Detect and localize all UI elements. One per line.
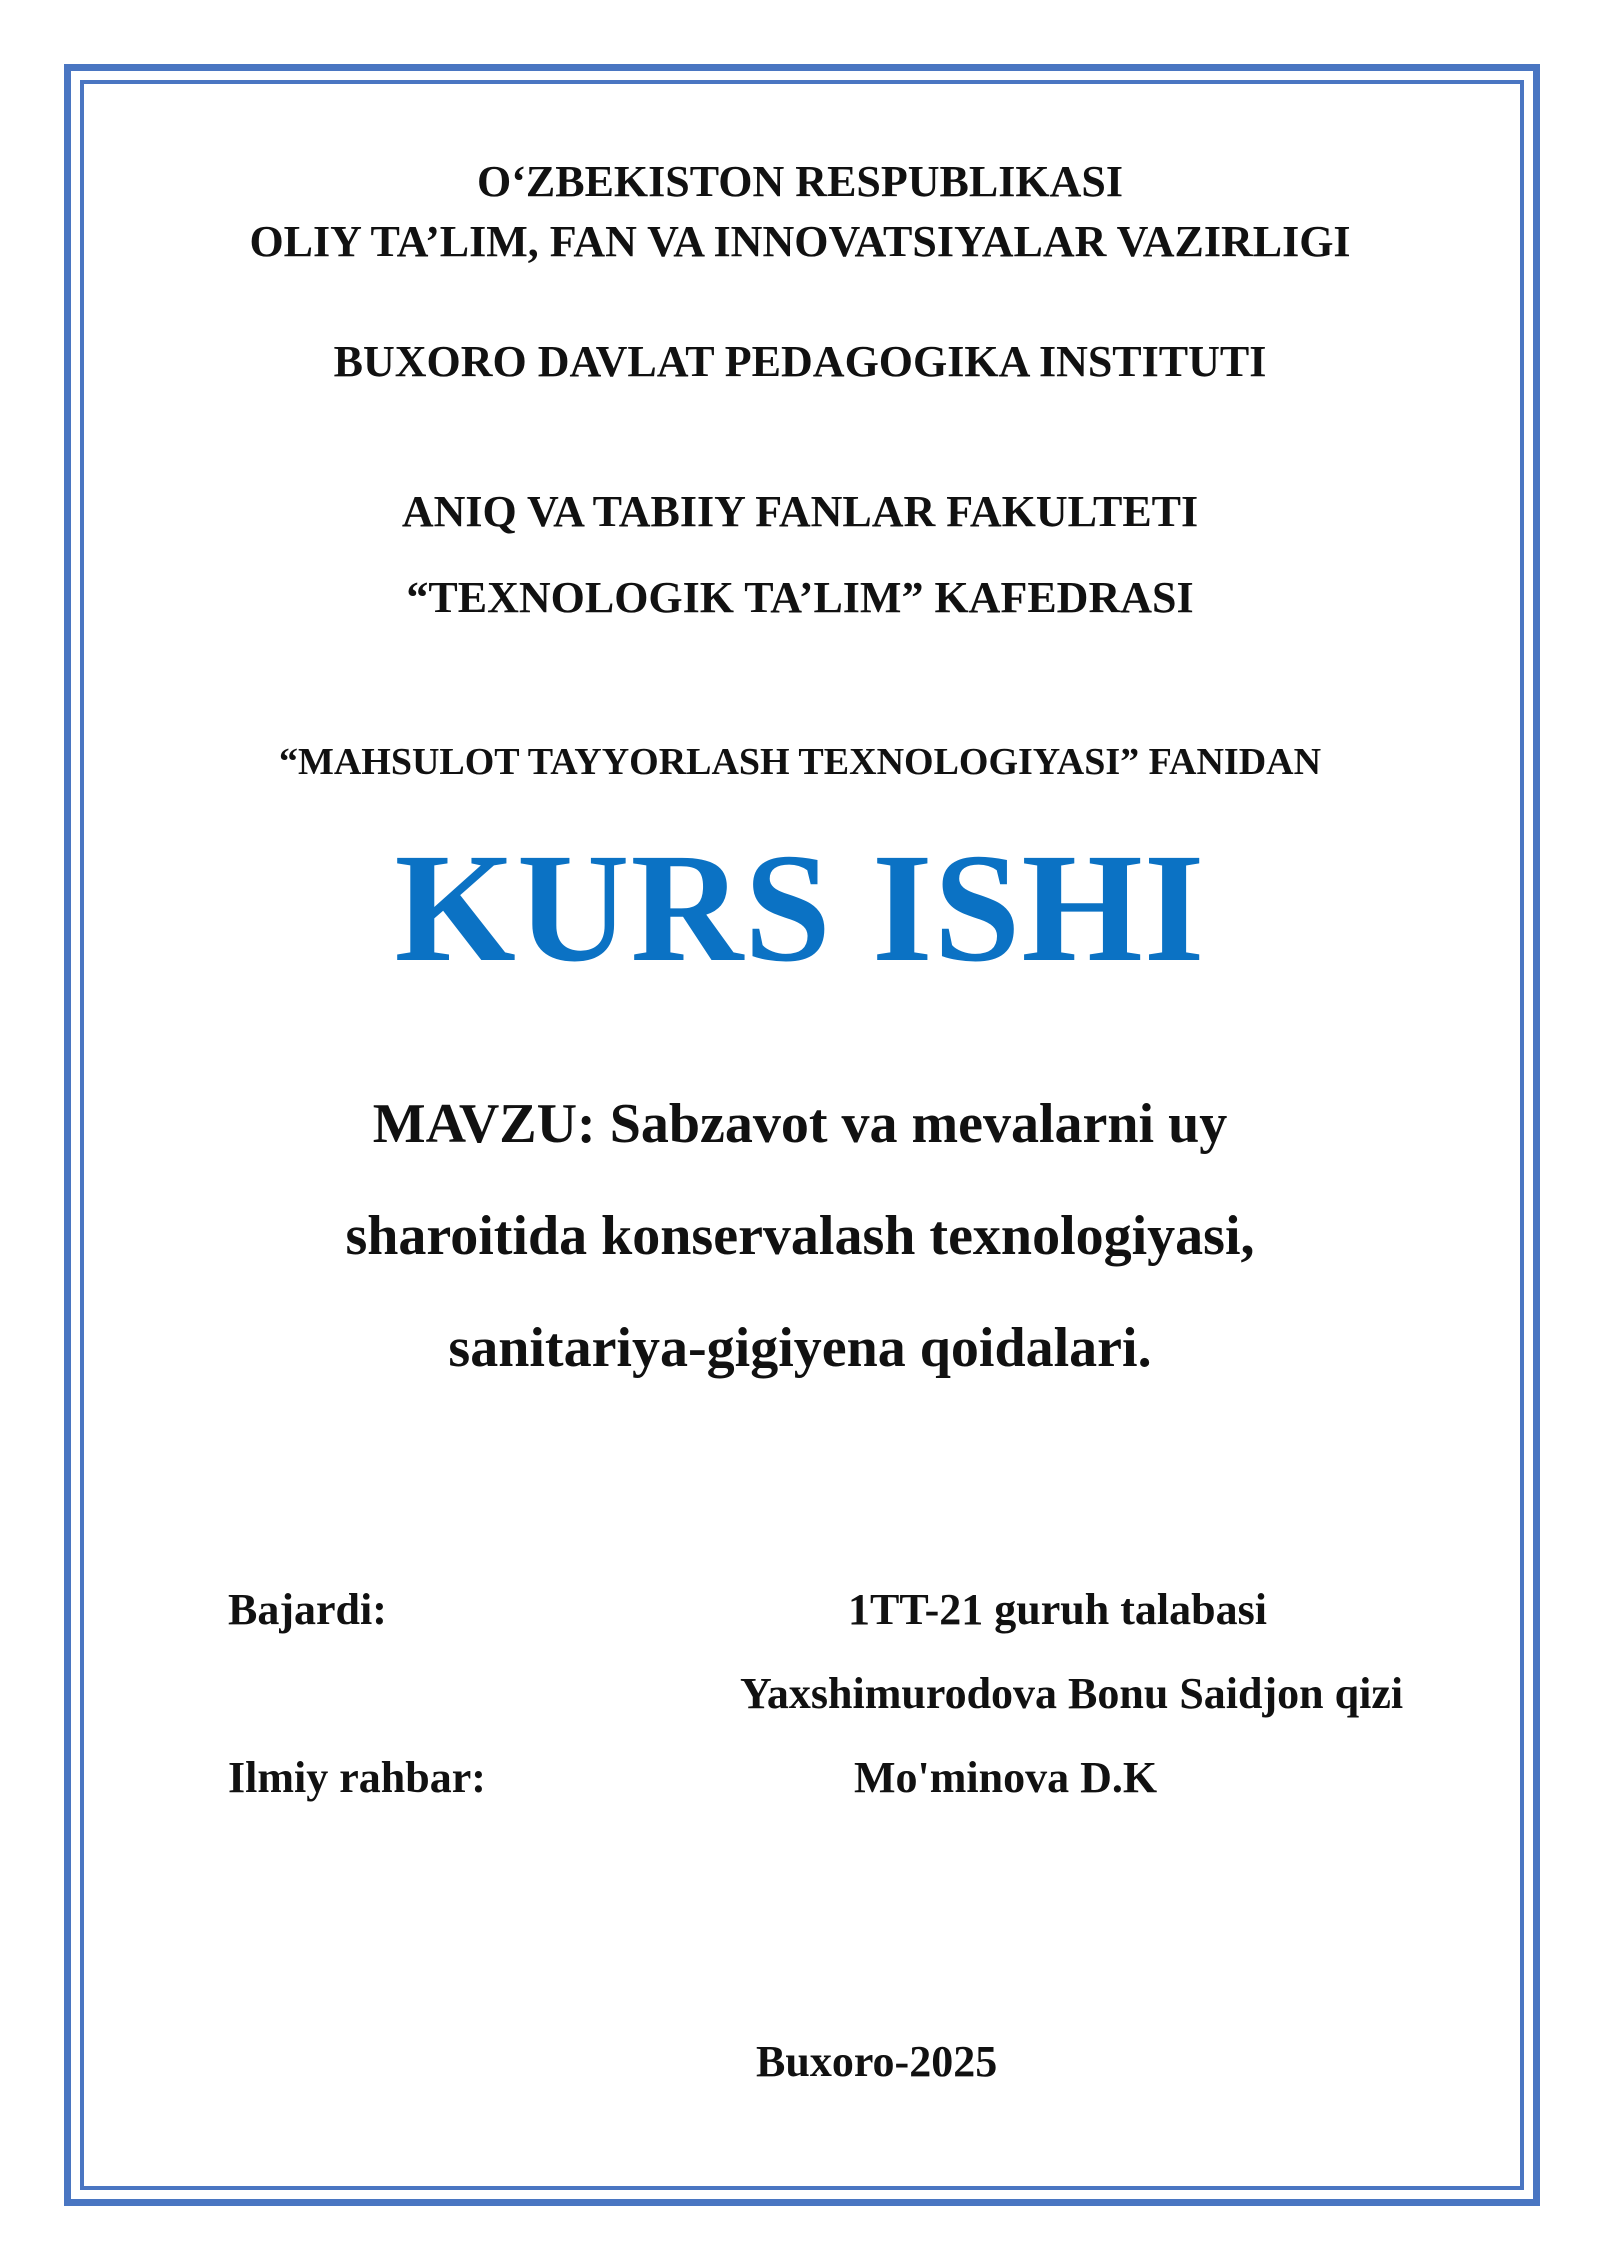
- topic-line-3: sanitariya-gigiyena qoidalari.: [448, 1317, 1152, 1379]
- republic-heading: O‘ZBEKISTON RESPUBLIKASI: [477, 157, 1123, 206]
- department-heading: “TEXNOLOGIK TA’LIM” KAFEDRASI: [406, 573, 1194, 622]
- student-name: Yaxshimurodova Bonu Saidjon qizi: [740, 1669, 1404, 1718]
- place-year: Buxoro-2025: [756, 2037, 998, 2086]
- topic-line-2: sharoitida konservalash texnologiyasi,: [345, 1205, 1255, 1267]
- document-type-title: KURS ISHI: [394, 821, 1206, 994]
- supervisor-label: Ilmiy rahbar:: [228, 1753, 486, 1802]
- faculty-heading: ANIQ VA TABIIY FANLAR FAKULTETI: [401, 487, 1199, 536]
- performed-label: Bajardi:: [228, 1585, 387, 1634]
- institute-heading: BUXORO DAVLAT PEDAGOGIKA INSTITUTI: [333, 337, 1267, 386]
- subject-heading: “MAHSULOT TAYYORLASH TEXNOLOGIYASI” FANIDAN: [278, 741, 1322, 783]
- ministry-heading: OLIY TA’LIM, FAN VA INNOVATSIYALAR VAZIRLIGI: [249, 217, 1351, 266]
- topic-line-1: MAVZU: Sabzavot va mevalarni uy: [372, 1093, 1228, 1155]
- supervisor-name: Mo'minova D.K: [854, 1753, 1158, 1802]
- group-value: 1TT-21 guruh talabasi: [848, 1585, 1267, 1634]
